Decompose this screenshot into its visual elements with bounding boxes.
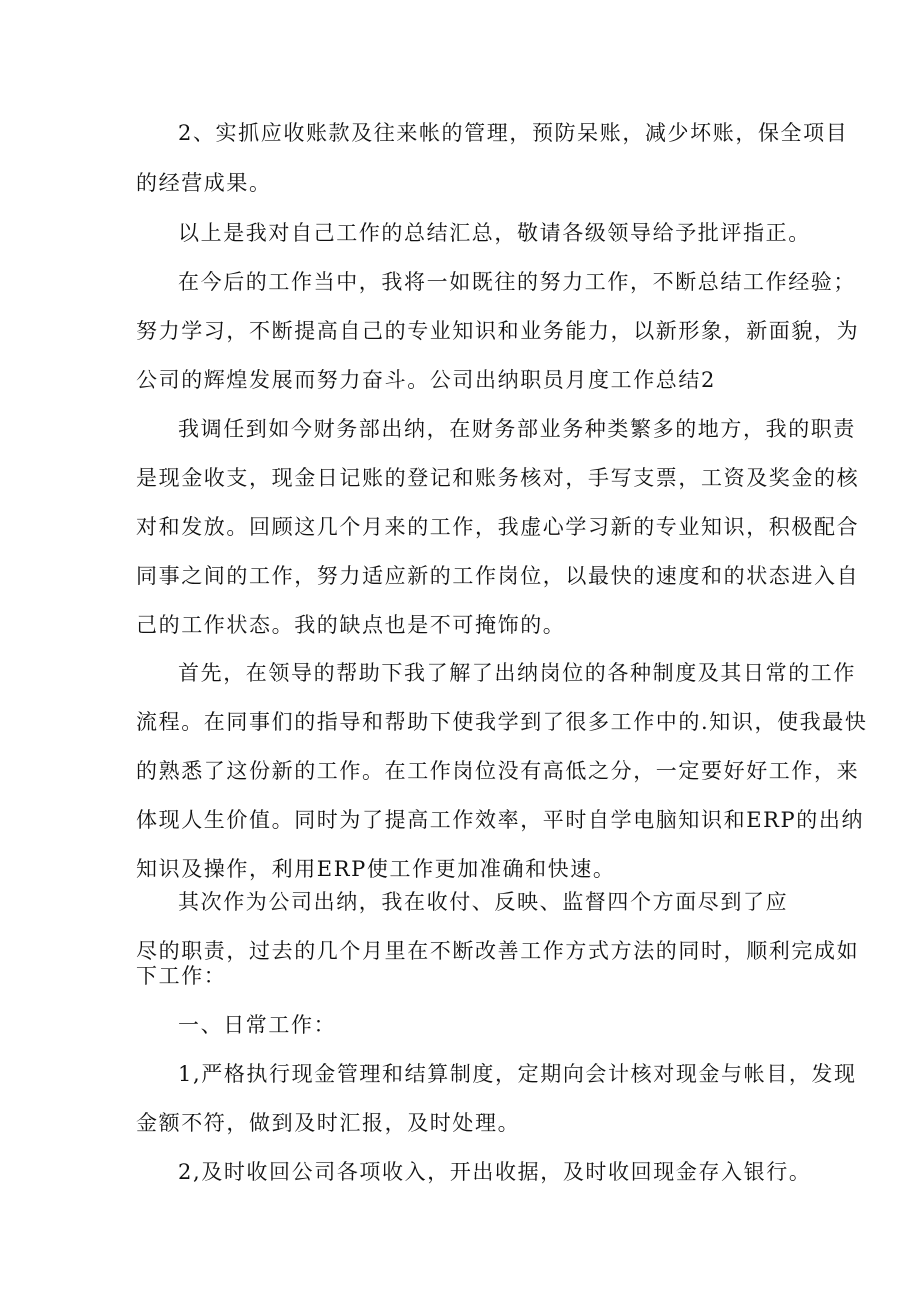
text-line: 体现人生价值。同时为了提高工作效率，平时自学电脑知识和ERP的出纳	[136, 808, 865, 832]
text-line: 一、日常工作：	[178, 1013, 337, 1037]
text-line: 1,严格执行现金管理和结算制度，定期向会计核对现金与帐目，发现	[178, 1062, 857, 1086]
text-line: 的熟悉了这份新的工作。在工作岗位没有高低之分，一定要好好工作，来	[136, 759, 860, 783]
text-line: 的经营成果。	[136, 171, 272, 195]
text-line: 我调任到如今财务部出纳，在财务部业务种类繁多的地方，我的职责	[178, 417, 856, 441]
text-line: 对和发放。回顾这几个月来的工作，我虚心学习新的专业知识，积极配合	[136, 515, 860, 539]
text-line: 在今后的工作当中，我将一如既往的努力工作，不断总结工作经验；	[178, 270, 856, 294]
text-line: 下工作：	[136, 964, 227, 988]
text-line: 尽的职责，过去的几个月里在不断改善工作方式方法的同时，顺利完成如	[136, 939, 860, 963]
text-line: 2、实抓应收账款及往来帐的管理，预防呆账，减少坏账，保全项目	[178, 121, 849, 145]
text-line: 流程。在同事们的指导和帮助下使我学到了很多工作中的.知识，使我最快	[136, 710, 868, 734]
text-line: 金额不符，做到及时汇报，及时处理。	[136, 1111, 521, 1135]
text-line: 以上是我对自己工作的总结汇总，敬请各级领导给予批评指正。	[178, 221, 811, 245]
text-line: 其次作为公司出纳，我在收付、反映、监督四个方面尽到了应	[178, 890, 789, 914]
text-line: 首先，在领导的帮助下我了解了出纳岗位的各种制度及其日常的工作	[178, 661, 856, 685]
text-line: 同事之间的工作，努力适应新的工作岗位，以最快的速度和的状态进入自	[136, 564, 860, 588]
text-line: 知识及操作，利用ERP使工作更加准确和快速。	[136, 857, 616, 881]
text-line: 2,及时收回公司各项收入，开出收据，及时收回现金存入银行。	[178, 1160, 812, 1184]
text-line: 公司的辉煌发展而努力奋斗。公司出纳职员月度工作总结2	[136, 368, 716, 392]
text-line: 是现金收支，现金日记账的登记和账务核对，手写支票，工资及奖金的核	[136, 466, 860, 490]
text-line: 努力学习，不断提高自己的专业知识和业务能力，以新形象，新面貌，为	[136, 319, 860, 343]
text-line: 己的工作状态。我的缺点也是不可掩饰的。	[136, 613, 566, 637]
